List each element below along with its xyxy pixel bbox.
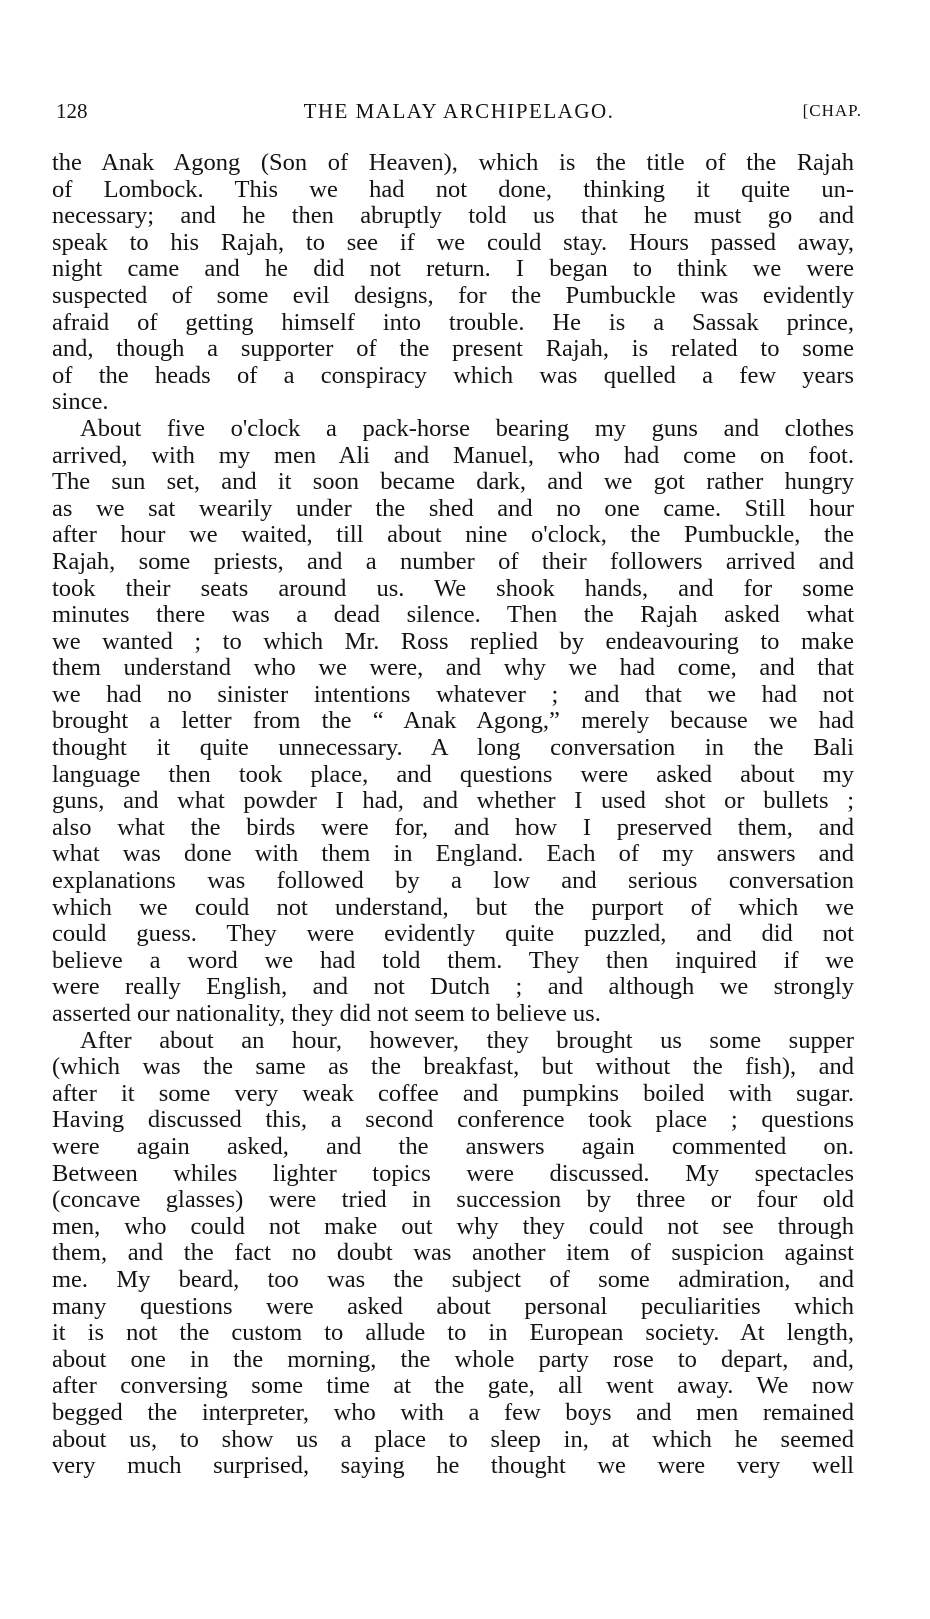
text-line: necessary; and he then abruptly told us that he must go and — [52, 202, 854, 230]
text-line: of Lombock. This we had not done, thinking it quite un- — [52, 175, 854, 203]
text-line: as we sat wearily under the shed and no one came. Still hour — [52, 494, 854, 522]
text-line: many questions were asked about personal peculiarities which — [52, 1292, 854, 1320]
text-line: we had no sinister intentions whatever ; and that we had not — [52, 680, 854, 708]
text-line: which we could not understand, but the purport of which we — [52, 893, 854, 921]
text-line: The sun set, and it soon became dark, and we got rather hungry — [52, 468, 854, 496]
text-line: suspected of some evil designs, for the Pumbuckle was evidently — [52, 281, 854, 309]
chapter-mark: [CHAP. — [802, 101, 862, 120]
text-line: brought a letter from the “ Anak Agong,” merely because we had — [52, 707, 854, 735]
text-line: men, who could not make out why they could not see through — [52, 1212, 854, 1240]
text-line: about one in the morning, the whole party rose to depart, and, — [52, 1345, 854, 1373]
text-line: Having discussed this, a second conference took place ; questions — [52, 1106, 854, 1134]
text-line: them understand who we were, and why we had come, and that — [52, 654, 854, 682]
running-title: THE MALAY ARCHIPELAGO. — [303, 99, 615, 123]
paragraph-start-line: After about an hour, however, they brought us some supper — [80, 1026, 854, 1054]
text-line: the Anak Agong (Son of Heaven), which is the title of the Rajah — [52, 149, 854, 176]
text-line: thought it quite unnecessary. A long conversation in the Bali — [52, 734, 854, 762]
text-line: we wanted ; to which Mr. Ross replied by endeavouring to make — [52, 627, 854, 655]
text-line: and, though a supporter of the present Rajah, is related to some — [52, 335, 854, 363]
text-line: also what the birds were for, and how I preserved them, and — [52, 813, 854, 841]
text-line: of the heads of a conspiracy which was quelled a few years — [52, 361, 854, 389]
text-line: Between whiles lighter topics were discussed. My spectacles — [52, 1159, 854, 1187]
text-line: asserted our nationality, they did not seem to believe us. — [52, 1000, 601, 1027]
text-line: speak to his Rajah, to see if we could stay. Hours passed away, — [52, 228, 854, 256]
paragraph-start-line: About five o'clock a pack-horse bearing my guns and clothes — [80, 414, 854, 442]
text-line: were again asked, and the answers again commented on. — [52, 1132, 854, 1160]
text-line: arrived, with my men Ali and Manuel, who had come on foot. — [52, 441, 854, 469]
text-line: believe a word we had told them. They then inquired if we — [52, 946, 854, 974]
text-line: after it some very weak coffee and pumpkins boiled with sugar. — [52, 1079, 854, 1107]
text-line: Rajah, some priests, and a number of their followers arrived and — [52, 547, 854, 575]
text-line: night came and he did not return. I began to think we were — [52, 255, 854, 283]
text-line: begged the interpreter, who with a few boys and men remained — [52, 1398, 854, 1426]
text-line: about us, to show us a place to sleep in, at which he seemed — [52, 1425, 854, 1453]
running-header — [56, 96, 862, 126]
text-line: after hour we waited, till about nine o'clock, the Pumbuckle, the — [52, 521, 854, 549]
text-line: me. My beard, too was the subject of some admiration, and — [52, 1265, 854, 1293]
text-line: afraid of getting himself into trouble. He is a Sassak prince, — [52, 308, 854, 336]
text-line: them, and the fact no doubt was another item of suspicion against — [52, 1239, 854, 1267]
text-line: explanations was followed by a low and serious conversation — [52, 867, 854, 895]
text-line: (concave glasses) were tried in succession by three or four old — [52, 1186, 854, 1214]
body-text — [52, 150, 854, 1480]
text-line: very much surprised, saying he thought we were very well — [52, 1452, 854, 1480]
text-line: took their seats around us. We shook hands, and for some — [52, 574, 854, 602]
text-line: were really English, and not Dutch ; and although we strongly — [52, 973, 854, 1001]
text-line: could guess. They were evidently quite puzzled, and did not — [52, 920, 854, 948]
text-line: guns, and what powder I had, and whether I used shot or bullets ; — [52, 787, 854, 815]
page-number: 128 — [56, 99, 88, 123]
text-line: minutes there was a dead silence. Then the Rajah asked what — [52, 601, 854, 629]
text-line: since. — [52, 388, 109, 416]
text-line: after conversing some time at the gate, all went away. We now — [52, 1372, 854, 1400]
text-line: what was done with them in England. Each of my answers and — [52, 840, 854, 868]
text-line: it is not the custom to allude to in European society. At length, — [52, 1319, 854, 1347]
text-line: language then took place, and questions were asked about my — [52, 760, 854, 788]
text-line: (which was the same as the breakfast, but without the fish), and — [52, 1053, 854, 1081]
